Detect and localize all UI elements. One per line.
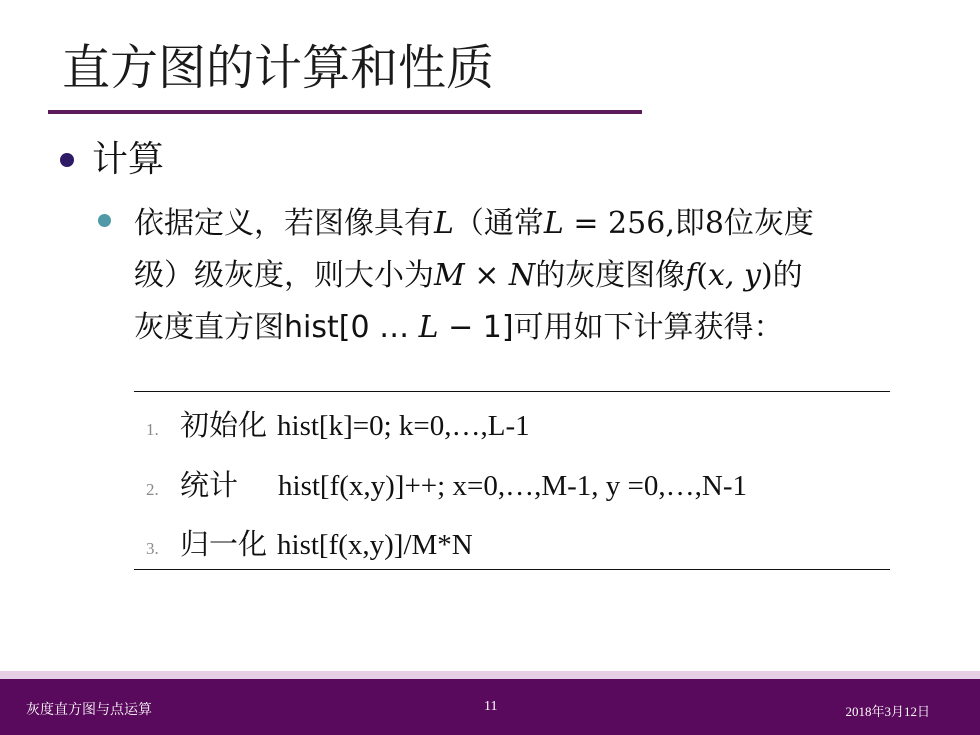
step-number: 1. — [146, 420, 159, 439]
step-number: 2. — [146, 480, 159, 499]
footer-accent-band — [0, 671, 980, 679]
step-row — [146, 463, 747, 511]
step-formula: hist[k]=0; k=0,…,L-1 — [277, 410, 530, 442]
paragraph-line-1: 依据定义，若图像具有L（通常L = 256,即8位灰度 — [134, 206, 814, 241]
step-label: 归一化 — [180, 527, 268, 561]
step-formula: hist[f(x,y)]++; x=0,…,M-1, y =0,…,N-1 — [278, 470, 747, 502]
bullet-dot-icon — [60, 153, 74, 167]
title-underline — [48, 110, 642, 114]
step-number: 3. — [146, 539, 159, 558]
footer-date: 2018年3月12日 — [845, 704, 930, 719]
step-formula: hist[f(x,y)]/M*N — [277, 529, 473, 561]
bullet-level1-text: 计算 — [92, 139, 165, 180]
bullet-level1 — [60, 138, 164, 182]
step-row — [146, 522, 473, 570]
step-row — [146, 403, 530, 451]
paragraph-line-2: 级）级灰度，则大小为M × N的灰度图像f(x, y)的 — [134, 258, 803, 293]
table-top-rule — [134, 391, 890, 392]
table-bottom-rule — [134, 569, 890, 570]
step-label: 统计 — [180, 468, 239, 502]
slide-title: 直方图的计算和性质 — [62, 40, 495, 96]
footer-bar — [0, 679, 980, 735]
page-number: 11 — [484, 699, 498, 714]
step-label: 初始化 — [180, 408, 268, 442]
bullet-level2-text — [134, 198, 924, 354]
bullet-dot-icon — [98, 214, 111, 227]
footer-title: 灰度直方图与点运算 — [26, 703, 152, 718]
paragraph-line-3: 灰度直方图hist[0 … L − 1]可用如下计算获得： — [134, 310, 784, 345]
